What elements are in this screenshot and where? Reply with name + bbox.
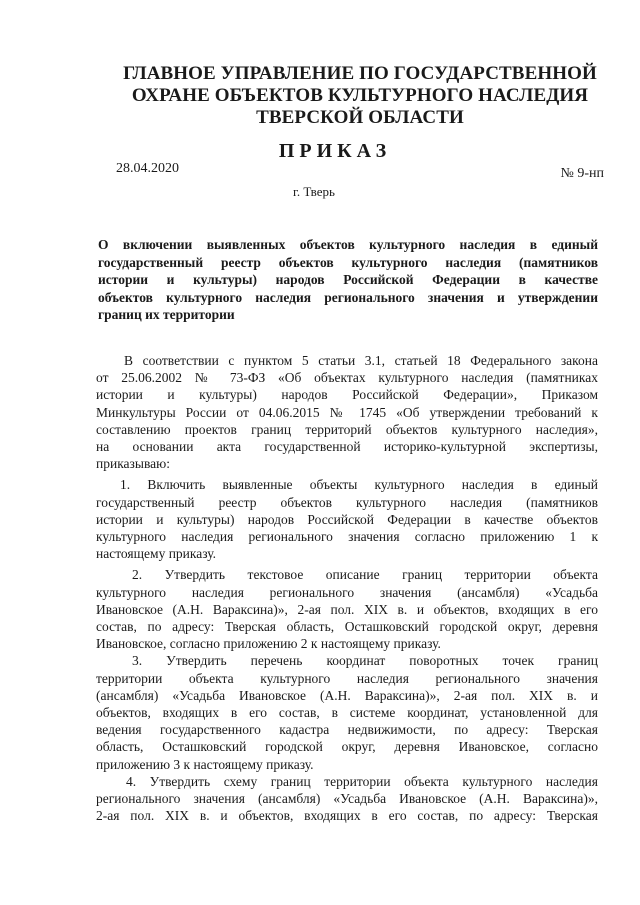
body-line: ведения государственного кадастра недвижимости, по адресу: Тверская [96, 722, 598, 738]
body-line: территории объекта культурного наследия регионального значения [96, 670, 598, 686]
body-line: культурного наследия регионального значения (ансамбля) «Усадьба [96, 584, 598, 600]
org-header-line-3: ТВЕРСКОЙ ОБЛАСТИ [256, 107, 464, 128]
body-line: 4. Утвердить схему границ территории объекта культурного наследия [126, 773, 598, 789]
org-header-line-2: ОХРАНЕ ОБЪЕКТОВ КУЛЬТУРНОГО НАСЛЕДИЯ [131, 85, 589, 106]
body-line: приложению 3 к настоящему приказу. [96, 756, 314, 772]
subject-line: государственный реестр объектов культурного наследия (памятников [98, 254, 598, 270]
body-line: культурного наследия регионального значения согласно приложению 1 к [96, 529, 598, 545]
body-line: государственный реестр объектов культурного наследия (памятников [96, 494, 598, 510]
body-line: 3. Утвердить перечень координат поворотных точек границ [132, 653, 598, 669]
body-line: состав, по адресу: Тверская область, Осташковский городской округ, деревня [96, 619, 598, 635]
order-body [96, 352, 598, 824]
body-line: приказываю: [96, 456, 170, 472]
order-number: № 9-нп [560, 166, 604, 181]
body-line: регионального значения (ансамбля) «Усадьба Ивановское (А.Н. Вараксина)», [96, 791, 598, 807]
order-city: г. Тверь [293, 184, 335, 199]
body-line: (ансамбля) «Усадьба Ивановское (А.Н. Вараксина)», 2-ая пол. XIX в. и [96, 687, 598, 703]
body-line: область, Осташковский городской округ, деревня Ивановское, согласно [96, 739, 598, 755]
organization-header [95, 63, 625, 129]
body-line: Минкультуры России от 04.06.2015 № 1745 «Об утверждении требований к [96, 404, 598, 420]
order-date: 28.04.2020 [116, 161, 179, 176]
body-line: истории и культуры) народов Российской Федерации в качестве объектов [96, 511, 598, 527]
body-line: на основании акта государственной историко-культурной экспертизы, [96, 439, 598, 455]
subject-line: границ их территории [98, 307, 235, 322]
order-subject [98, 236, 598, 324]
subject-line: О включении выявленных объектов культурного наследия в единый [98, 237, 598, 252]
body-line: 2-ая пол. XIX в. и объектов, входящих в его состав, по адресу: Тверская [96, 808, 598, 824]
body-line: Ивановское (А.Н. Вараксина)», 2-ая пол. XIX в. и объектов, входящих в его [96, 601, 598, 617]
body-line: 1. Включить выявленные объекты культурного наследия в единый [120, 477, 598, 493]
body-line: от 25.06.2002 № 73-ФЗ «Об объектах культурного наследия (памятниках [96, 370, 598, 386]
body-line: настоящему приказу. [96, 546, 217, 562]
subject-line: объектов культурного наследия регионального значения и утверждении [98, 289, 598, 305]
body-line: истории и культуры) народов Российской Федерации», Приказом [96, 387, 598, 403]
body-line: составлению проектов границ территорий объектов культурного наследия», [96, 421, 598, 437]
body-line: объектов, входящих в его состав, в системе координат, установленной для [96, 705, 598, 721]
body-line: 2. Утвердить текстовое описание границ территории объекта [132, 567, 598, 583]
body-line: Ивановское, согласно приложению 2 к настоящему приказу. [96, 636, 441, 652]
order-title: ПРИКАЗ [278, 140, 392, 162]
subject-line: истории и культуры) народов Российской Федерации в качестве [98, 272, 598, 287]
body-line: В соответствии с пунктом 5 статьи 3.1, статьей 18 Федерального закона [124, 353, 598, 368]
org-header-line-1: ГЛАВНОЕ УПРАВЛЕНИЕ ПО ГОСУДАРСТВЕННОЙ [123, 63, 597, 84]
